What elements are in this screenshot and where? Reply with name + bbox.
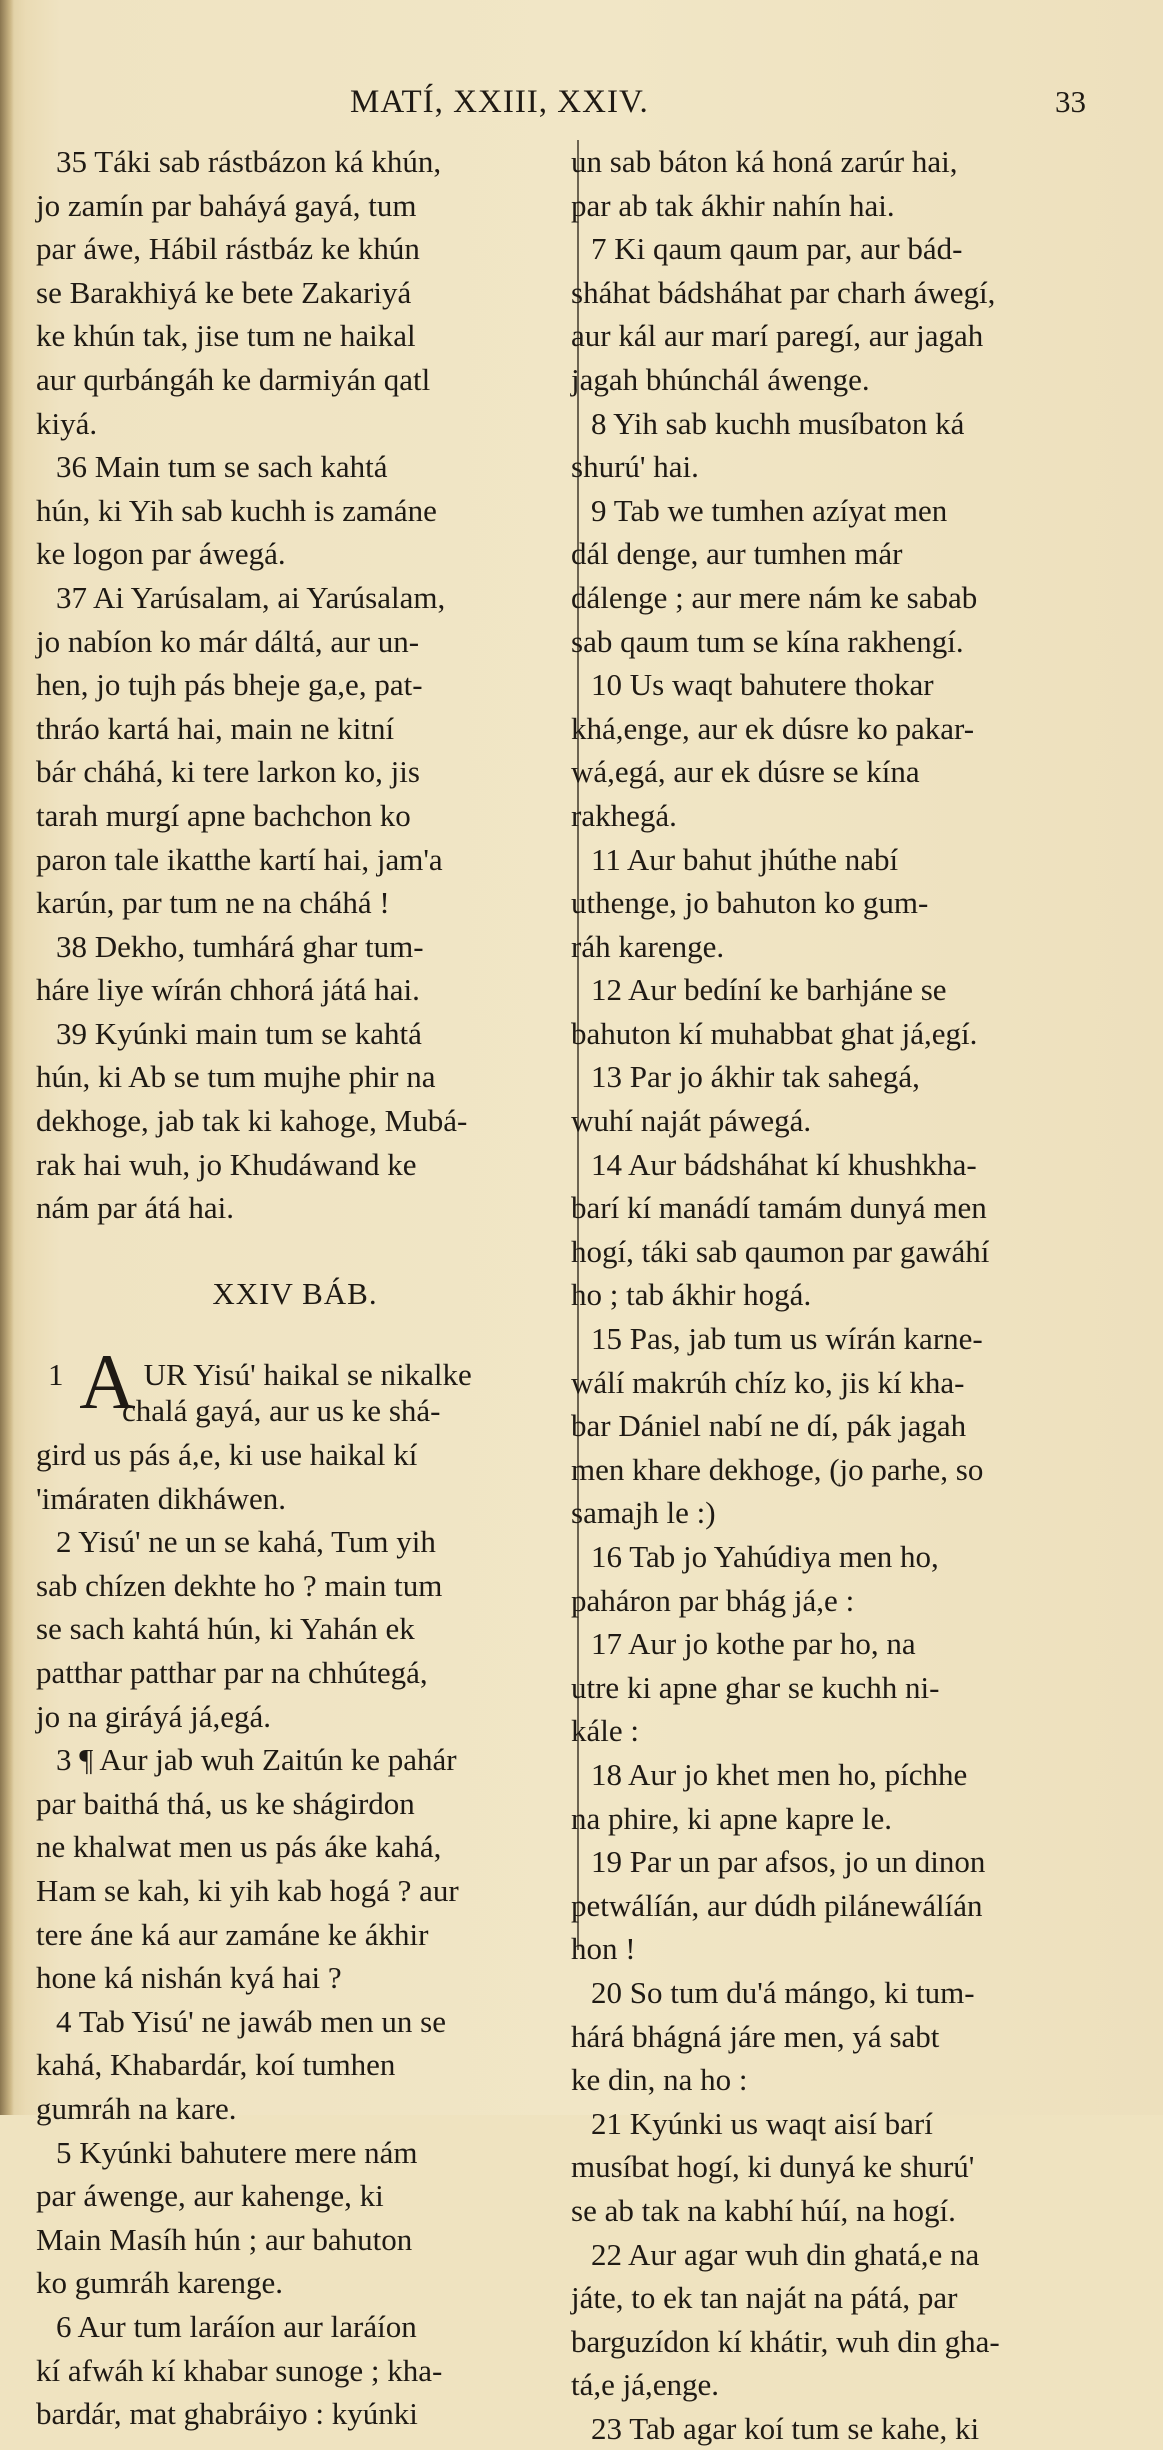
text-line: 7 Ki qaum qaum par, aur bád-: [591, 231, 963, 267]
text-line: dál denge, aur tumhen már: [571, 536, 903, 572]
text-line: hogí, táki sab qaumon par gawáhí: [571, 1233, 990, 1269]
verse-1-block: [36, 1338, 554, 1433]
text-line: hone ká nishán kyá hai ?: [36, 1960, 342, 1996]
text-line: gird us pás á,e, ki use haikal kí: [36, 1437, 418, 1473]
text-line: 2 Yisú' ne un se kahá, Tum yih: [56, 1524, 436, 1560]
text-line: par ab tak ákhir nahín hai.: [571, 187, 895, 223]
page-edge: [0, 0, 14, 2115]
text-line: 36 Main tum se sach kahtá: [56, 449, 388, 485]
text-line: sab chízen dekhte ho ? main tum: [36, 1567, 443, 1603]
text-line: 17 Aur jo kothe par ho, na: [591, 1626, 916, 1662]
text-line: játe, to ek tan naját na pátá, par: [571, 2280, 958, 2316]
verse-1-text: UR Yisú' haikal se nikalke: [143, 1357, 472, 1393]
text-line: aur kál aur marí paregí, aur jagah: [571, 318, 984, 354]
text-line: 'imáraten dikháwen.: [36, 1480, 287, 1516]
text-line: tarah murgí apne bachchon ko: [36, 797, 411, 833]
text-line: uthenge, jo bahuton ko gum-: [571, 885, 929, 921]
text-line: tá,e já,enge.: [571, 2367, 720, 2403]
text-line: ne khalwat men us pás áke kahá,: [36, 1829, 442, 1865]
text-line: tere áne ká aur zamáne ke ákhir: [36, 1916, 429, 1952]
text-line: kále :: [571, 1713, 639, 1749]
text-line: wuhí naját páwegá.: [571, 1103, 812, 1139]
text-line: bár cháhá, ki tere larkon ko, jis: [36, 754, 420, 790]
text-line: ke din, na ho :: [571, 2062, 748, 2098]
text-line: wálí makrúh chíz ko, jis kí kha-: [571, 1364, 965, 1400]
text-line: samajh le :): [571, 1495, 716, 1531]
text-line: petwálíán, aur dúdh pilánewálíán: [571, 1887, 983, 1923]
right-column-verses: [571, 140, 1091, 2450]
text-line: 18 Aur jo khet men ho, píchhe: [591, 1756, 968, 1792]
text-line: paháron par bhág já,e :: [571, 1582, 855, 1618]
text-line: ho ; tab ákhir hogá.: [571, 1277, 812, 1313]
text-line: bardár, mat ghabráiyo : kyúnki: [36, 2396, 418, 2432]
text-line: par baithá thá, us ke shágirdon: [36, 1785, 415, 1821]
text-line: se ab tak na kabhí húí, na hogí.: [571, 2192, 956, 2228]
text-line: 16 Tab jo Yahúdiya men ho,: [591, 1539, 939, 1574]
text-line: se sach kahtá hún, ki Yahán ek: [36, 1611, 415, 1647]
text-line: 10 Us waqt bahutere thokar: [591, 667, 934, 703]
text-line: hárá bhágná járe men, yá sabt: [571, 2018, 940, 2054]
text-line: 13 Par jo ákhir tak sahegá,: [591, 1059, 920, 1095]
text-line: hon !: [571, 1931, 636, 1967]
text-line: barguzídon kí khátir, wuh din gha-: [571, 2323, 1000, 2359]
text-line: kahá, Khabardár, koí tumhen: [36, 2047, 396, 2083]
text-line: kiyá.: [36, 405, 98, 441]
text-line: bar Dániel nabí ne dí, pák jagah: [571, 1408, 967, 1444]
text-line: bahuton kí muhabbat ghat já,egí.: [571, 1015, 978, 1051]
text-line: 15 Pas, jab tum us wírán karne-: [591, 1321, 983, 1357]
text-line: par áwe, Hábil rástbáz ke khún: [36, 231, 420, 267]
text-line: patthar patthar par na chhútegá,: [36, 1655, 428, 1690]
text-line: jagah bhúnchál áwenge.: [571, 361, 870, 397]
text-line: un sab báton ká honá zarúr hai,: [571, 144, 958, 179]
text-line: 14 Aur bádsháhat kí khushkha-: [591, 1146, 977, 1182]
text-line: shurú' hai.: [571, 449, 699, 485]
text-line: jo nabíon ko már dáltá, aur un-: [36, 623, 420, 659]
left-column-verses-after: [36, 1433, 554, 2436]
text-line: na phire, ki apne kapre le.: [571, 1800, 893, 1836]
text-line: 22 Aur agar wuh din ghatá,e na: [591, 2236, 980, 2272]
text-line: gumráh na kare.: [36, 2090, 237, 2126]
text-line: hún, ki Yih sab kuchh is zamáne: [36, 492, 437, 528]
text-line: ke khún tak, jise tum ne haikal: [36, 318, 416, 354]
drop-cap: A: [79, 1338, 136, 1426]
text-line: se Barakhiyá ke bete Zakariyá: [36, 274, 412, 310]
text-line: khá,enge, aur ek dúsre ko pakar-: [571, 710, 975, 746]
text-line: 21 Kyúnki us waqt aisí barí: [591, 2105, 933, 2141]
text-line: 23 Tab agar koí tum se kahe, ki: [591, 2410, 980, 2446]
running-header: MATÍ, XXIII, XXIV.: [350, 84, 649, 120]
text-line: 12 Aur bedíní ke barhjáne se: [591, 972, 947, 1008]
text-line: men khare dekhoge, (jo parhe, so: [571, 1451, 984, 1487]
text-line: utre ki apne ghar se kuchh ni-: [571, 1669, 940, 1705]
text-line: karún, par tum ne na cháhá !: [36, 885, 390, 921]
text-line: sháhat bádsháhat par charh áwegí,: [571, 274, 996, 310]
text-line: 3 ¶ Aur jab wuh Zaitún ke pahár: [56, 1742, 457, 1778]
text-line: rakhegá.: [571, 797, 677, 833]
text-line: ko gumráh karenge.: [36, 2265, 284, 2301]
text-line: 35 Táki sab rástbázon ká khún,: [56, 144, 442, 179]
text-line: jo zamín par baháyá gayá, tum: [36, 187, 417, 223]
text-line: Main Masíh hún ; aur bahuton: [36, 2221, 413, 2257]
text-line: musíbat hogí, ki dunyá ke shurú': [571, 2149, 975, 2185]
text-line: aur qurbángáh ke darmiyán qatl: [36, 361, 431, 397]
text-line: hen, jo tujh pás bheje ga,e, pat-: [36, 667, 423, 703]
text-line: 11 Aur bahut jhúthe nabí: [591, 841, 899, 877]
text-line: 5 Kyúnki bahutere mere nám: [56, 2134, 418, 2170]
text-line: 38 Dekho, tumhárá ghar tum-: [56, 928, 424, 964]
text-line: dálenge ; aur mere nám ke sabab: [571, 579, 978, 615]
text-line: háre liye wírán chhorá játá hai.: [36, 972, 420, 1008]
text-line: thráo kartá hai, main ne kitní: [36, 710, 395, 746]
text-line: 20 So tum du'á mángo, ki tum-: [591, 1974, 975, 2010]
text-line: paron tale ikatthe kartí hai, jam'a: [36, 841, 443, 877]
text-line: 19 Par un par afsos, jo un dinon: [591, 1844, 986, 1880]
text-line: rak hai wuh, jo Khudáwand ke: [36, 1146, 417, 1182]
text-line: wá,egá, aur ek dúsre se kína: [571, 754, 920, 790]
text-line: 8 Yih sab kuchh musíbaton ká: [591, 405, 965, 441]
text-line: ráh karenge.: [571, 928, 725, 964]
text-line: 4 Tab Yisú' ne jawáb men un se: [56, 2003, 446, 2039]
page-number: 33: [1055, 84, 1086, 119]
text-line: 39 Kyúnki main tum se kahtá: [56, 1015, 422, 1051]
text-line: 37 Ai Yarúsalam, ai Yarúsalam,: [56, 579, 446, 615]
text-line: hún, ki Ab se tum mujhe phir na: [36, 1059, 436, 1095]
text-line: dekhoge, jab tak ki kahoge, Mubá-: [36, 1103, 468, 1139]
text-line: sab qaum tum se kína rakhengí.: [571, 623, 964, 659]
verse-number: 1: [48, 1357, 64, 1393]
text-line: ke logon par áwegá.: [36, 536, 286, 572]
verse-1-line: [36, 1338, 554, 1426]
text-line: par áwenge, aur kahenge, ki: [36, 2178, 384, 2214]
left-column: [36, 140, 554, 2436]
text-line: Ham se kah, ki yih kab hogá ? aur: [36, 1872, 459, 1908]
text-line: jo na giráyá já,egá.: [36, 1698, 271, 1734]
text-line: barí kí manádí tamám dunyá men: [571, 1190, 987, 1226]
left-column-verses: [36, 140, 554, 1230]
chapter-heading: XXIV BÁB.: [212, 1275, 378, 1311]
text-line: 9 Tab we tumhen azíyat men: [591, 492, 948, 528]
text-line: 6 Aur tum laráíon aur laráíon: [56, 2308, 417, 2344]
verse-1-line: chalá gayá, aur us ke shá-: [122, 1393, 441, 1429]
right-column: [571, 140, 1091, 2450]
text-line: kí afwáh kí khabar sunoge ; kha-: [36, 2352, 443, 2388]
text-line: nám par átá hai.: [36, 1190, 234, 1226]
